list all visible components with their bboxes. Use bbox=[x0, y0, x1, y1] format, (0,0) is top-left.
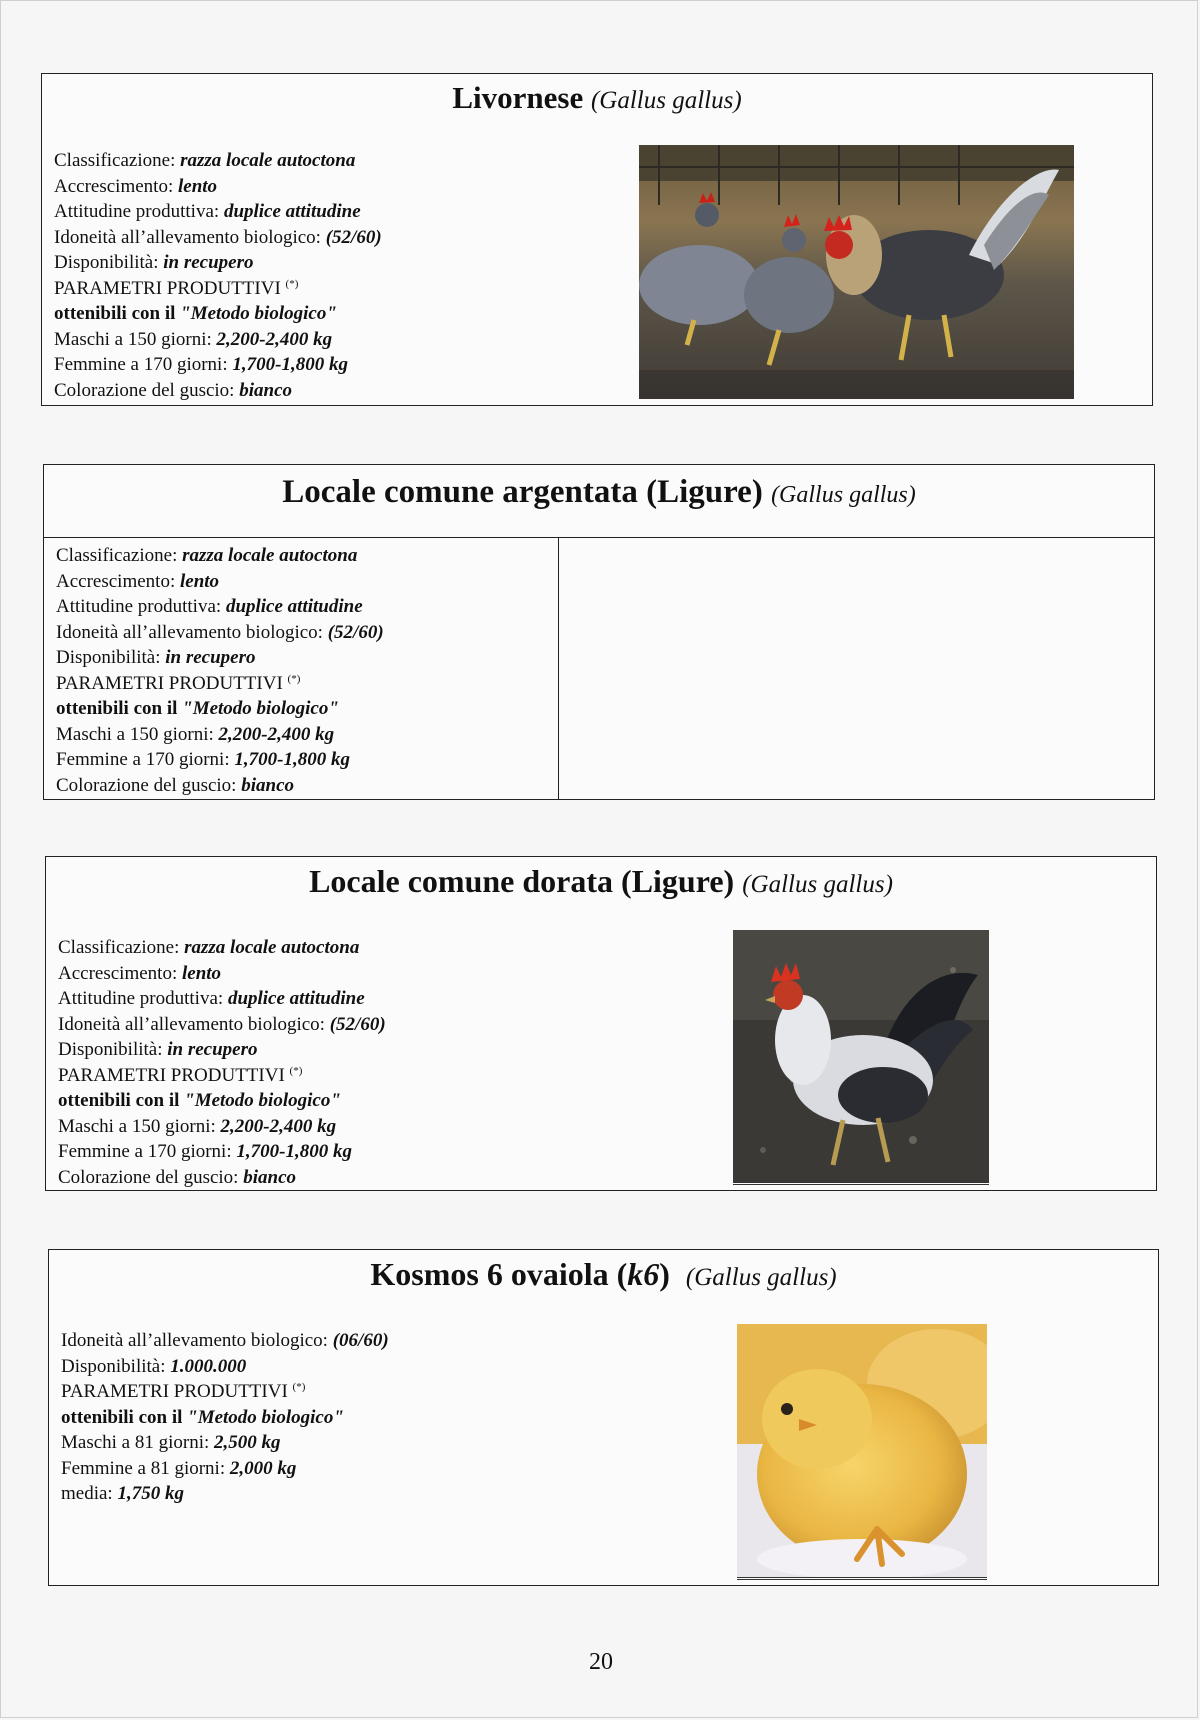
breed-card-argentata bbox=[43, 464, 1155, 800]
field-row bbox=[56, 594, 384, 620]
field-row bbox=[56, 773, 384, 799]
field-row bbox=[58, 1114, 386, 1140]
field-value: (52/60) bbox=[325, 226, 382, 248]
field-value: razza locale autoctona bbox=[182, 545, 358, 566]
scientific-name: (Gallus gallus) bbox=[590, 87, 742, 114]
field-row bbox=[56, 747, 384, 773]
breed-name: Locale comune argentata (Ligure) bbox=[282, 474, 763, 510]
method-note: ottenibili con il "Metodo biologico" bbox=[56, 698, 339, 719]
field-label: Attitudine produttiva: bbox=[58, 988, 228, 1009]
field-value: 1,700-1,800 kg bbox=[234, 749, 350, 770]
field-label: Attitudine produttiva: bbox=[54, 201, 224, 222]
field-row bbox=[56, 620, 384, 646]
field-label: Femmine a 81 giorni: bbox=[61, 1457, 230, 1479]
field-label: Attitudine produttiva: bbox=[56, 596, 226, 617]
field-row bbox=[58, 1012, 386, 1038]
field-value: lento bbox=[177, 175, 218, 197]
field-label: Idoneità all’allevamento biologico: bbox=[54, 226, 326, 248]
field-row bbox=[54, 148, 382, 174]
breed-card-livornese bbox=[41, 73, 1153, 406]
breed-name: Livornese bbox=[452, 80, 584, 115]
field-row bbox=[54, 199, 382, 225]
field-row bbox=[61, 1405, 389, 1431]
field-row bbox=[56, 696, 384, 722]
breed-fields bbox=[58, 935, 386, 1190]
field-row bbox=[61, 1379, 389, 1405]
field-label: Disponibilità: bbox=[61, 1355, 171, 1377]
field-row bbox=[58, 986, 386, 1012]
field-row bbox=[58, 961, 386, 987]
field-label: Classificazione: bbox=[56, 545, 183, 566]
field-label: Colorazione del guscio: bbox=[56, 774, 242, 796]
breed-name: Locale comune dorata (Ligure) bbox=[309, 863, 735, 899]
field-value: 2,200-2,400 kg bbox=[220, 1115, 337, 1137]
field-label: media: bbox=[61, 1483, 118, 1504]
field-value: 1.000.000 bbox=[170, 1355, 247, 1377]
white-rooster-photo bbox=[733, 930, 989, 1185]
field-label: Classificazione: bbox=[54, 150, 181, 171]
field-label: Femmine a 170 giorni: bbox=[58, 1141, 237, 1162]
field-label: Maschi a 150 giorni: bbox=[56, 723, 219, 745]
field-value: (06/60) bbox=[332, 1330, 389, 1351]
empty-photo-cell bbox=[564, 545, 1144, 793]
field-value: razza locale autoctona bbox=[180, 150, 356, 171]
field-label: Accrescimento: bbox=[54, 175, 178, 197]
field-value: bianco bbox=[241, 774, 294, 796]
field-row bbox=[56, 722, 384, 748]
field-value: in recupero bbox=[167, 1039, 258, 1060]
field-value: bianco bbox=[243, 1166, 296, 1188]
field-row bbox=[61, 1430, 389, 1456]
field-label: Accrescimento: bbox=[56, 570, 180, 592]
field-row bbox=[61, 1354, 389, 1380]
field-label: Maschi a 150 giorni: bbox=[58, 1115, 221, 1137]
field-label: Colorazione del guscio: bbox=[54, 379, 240, 401]
breed-card-dorata bbox=[45, 856, 1157, 1191]
field-label: Classificazione: bbox=[58, 937, 185, 958]
page-number: 20 bbox=[589, 1649, 613, 1675]
breed-title bbox=[49, 1256, 1158, 1293]
footnote-marker: (*) bbox=[292, 1381, 306, 1393]
field-row bbox=[58, 1037, 386, 1063]
field-value: 1,700-1,800 kg bbox=[236, 1141, 352, 1162]
breed-card-kosmos6 bbox=[48, 1249, 1159, 1586]
field-value: 1,750 kg bbox=[117, 1483, 184, 1504]
field-value: (52/60) bbox=[329, 1013, 386, 1035]
method-note: ottenibili con il "Metodo biologico" bbox=[61, 1406, 344, 1428]
field-row bbox=[54, 225, 382, 251]
field-row bbox=[54, 174, 382, 200]
breed-title bbox=[44, 471, 1154, 539]
field-value: (52/60) bbox=[327, 621, 384, 643]
field-value: razza locale autoctona bbox=[184, 937, 360, 958]
breed-fields bbox=[61, 1328, 389, 1507]
field-label: Accrescimento: bbox=[58, 962, 182, 984]
field-label: Idoneità all’allevamento biologico: bbox=[61, 1330, 333, 1351]
field-value: 2,200-2,400 kg bbox=[218, 723, 335, 745]
field-value: duplice attitudine bbox=[227, 988, 365, 1009]
yellow-chick-photo bbox=[737, 1324, 987, 1580]
method-note: ottenibili con il "Metodo biologico" bbox=[54, 303, 337, 324]
field-label: Idoneità all’allevamento biologico: bbox=[58, 1013, 330, 1035]
method-note: ottenibili con il "Metodo biologico" bbox=[58, 1090, 341, 1111]
field-label: Disponibilità: bbox=[56, 647, 166, 668]
scientific-name: (Gallus gallus) bbox=[771, 482, 916, 508]
field-row bbox=[54, 352, 382, 378]
field-label: Colorazione del guscio: bbox=[58, 1166, 244, 1188]
rooster-and-hens-photo bbox=[639, 145, 1074, 399]
title-divider bbox=[44, 537, 1154, 538]
field-row bbox=[58, 1139, 386, 1165]
footnote-marker: (*) bbox=[285, 277, 299, 290]
field-value: duplice attitudine bbox=[223, 201, 361, 222]
field-row bbox=[54, 327, 382, 353]
field-value: lento bbox=[179, 570, 220, 592]
field-value: 2,200-2,400 kg bbox=[216, 328, 333, 350]
field-row bbox=[54, 378, 382, 404]
field-row bbox=[58, 1088, 386, 1114]
field-row bbox=[58, 1063, 386, 1089]
field-label: Disponibilità: bbox=[58, 1039, 168, 1060]
field-label: Femmine a 170 giorni: bbox=[56, 749, 235, 770]
field-label: PARAMETRI PRODUTTIVI bbox=[61, 1381, 293, 1402]
field-label: Maschi a 81 giorni: bbox=[61, 1432, 215, 1453]
field-row bbox=[61, 1481, 389, 1507]
field-label: PARAMETRI PRODUTTIVI bbox=[54, 277, 286, 299]
field-row bbox=[56, 569, 384, 595]
field-label: PARAMETRI PRODUTTIVI bbox=[56, 672, 288, 694]
field-row bbox=[54, 301, 382, 327]
scientific-name: (Gallus gallus) bbox=[685, 1264, 837, 1291]
field-row bbox=[56, 671, 384, 697]
field-row bbox=[58, 1165, 386, 1191]
breed-fields bbox=[54, 148, 382, 403]
field-row bbox=[54, 276, 382, 302]
field-row bbox=[61, 1328, 389, 1354]
footnote-marker: (*) bbox=[287, 672, 301, 685]
field-row bbox=[54, 250, 382, 276]
footnote-marker: (*) bbox=[289, 1064, 303, 1077]
breed-title bbox=[46, 863, 1156, 900]
breed-title bbox=[42, 80, 1152, 116]
field-value: lento bbox=[181, 962, 222, 984]
breed-name: Kosmos 6 ovaiola (k6) bbox=[370, 1256, 670, 1292]
field-label: Idoneità all’allevamento biologico: bbox=[56, 621, 328, 643]
field-row bbox=[58, 935, 386, 961]
field-label: Disponibilità: bbox=[54, 252, 164, 273]
field-value: 2,500 kg bbox=[214, 1432, 281, 1453]
field-value: 1,700-1,800 kg bbox=[232, 354, 348, 375]
field-value: in recupero bbox=[163, 252, 254, 273]
field-value: 2,000 kg bbox=[229, 1457, 297, 1479]
column-divider bbox=[558, 537, 559, 799]
field-label: Maschi a 150 giorni: bbox=[54, 328, 217, 350]
breed-fields bbox=[56, 543, 384, 798]
field-row bbox=[56, 543, 384, 569]
field-label: PARAMETRI PRODUTTIVI bbox=[58, 1064, 290, 1086]
field-value: duplice attitudine bbox=[225, 596, 363, 617]
field-row bbox=[61, 1456, 389, 1482]
field-row bbox=[56, 645, 384, 671]
field-value: bianco bbox=[239, 379, 292, 401]
field-value: in recupero bbox=[165, 647, 256, 668]
field-label: Femmine a 170 giorni: bbox=[54, 354, 233, 375]
scientific-name: (Gallus gallus) bbox=[742, 871, 893, 898]
